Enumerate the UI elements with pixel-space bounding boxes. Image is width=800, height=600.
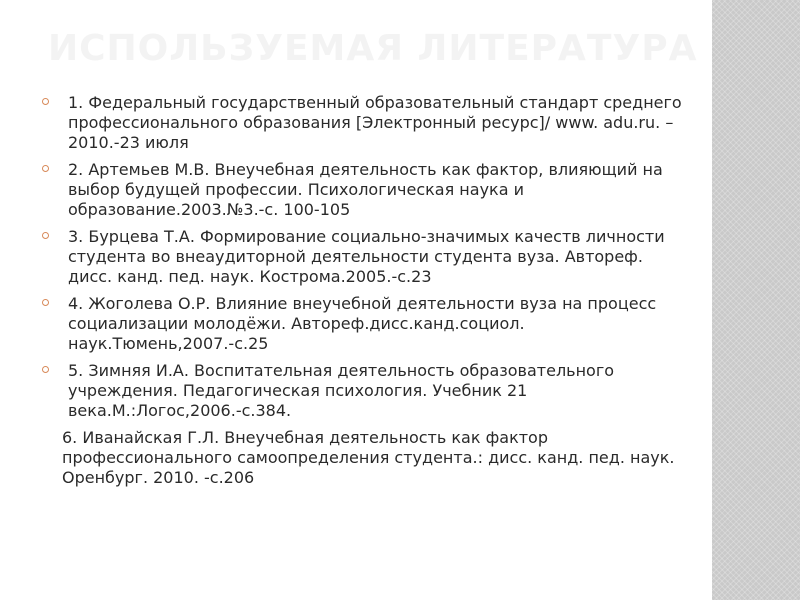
reference-text: 5. Зимняя И.А. Воспитательная деятельность образовательного учреждения. Педагогическая психология. Учебник 21 века.М.:Логос,2006.-с.384.: [68, 361, 615, 420]
bullet-circle-icon: [42, 232, 49, 239]
reference-item-4: [42, 294, 682, 354]
reference-item-3: [42, 227, 682, 287]
reference-item-6: [42, 428, 682, 488]
reference-text: 2. Артемьев М.В. Внеучебная деятельность как фактор, влияющий на выбор будущей профессии. Психологическая наука и образование.2003.№3.-с. 100-105: [68, 160, 663, 219]
reference-item-1: [42, 93, 682, 153]
reference-item-5: [42, 361, 682, 421]
decorative-side-band: [712, 0, 800, 600]
reference-item-2: [42, 160, 682, 220]
bullet-circle-icon: [42, 299, 49, 306]
reference-text: 4. Жоголева О.Р. Влияние внеучебной деятельности вуза на процесс социализации молодёжи. Автореф.дисс.канд.социол. наук.Тюмень,2007.-с.25: [68, 294, 657, 353]
slide-title: ИСПОЛЬЗУЕМАЯ ЛИТЕРАТУРА: [48, 28, 698, 69]
bullet-circle-icon: [42, 165, 49, 172]
reference-list: [42, 93, 682, 495]
bullet-circle-icon: [42, 98, 49, 105]
reference-text: 1. Федеральный государственный образовательный стандарт среднего профессионального образования [Электронный ресурс]/ www. adu.ru. – 2010.-23 июля: [68, 93, 682, 152]
reference-text: 3. Бурцева Т.А. Формирование социально-значимых качеств личности студента во внеаудиторной деятельности студента вуза. Автореф. дисс. канд. пед. наук. Кострома.2005.-с.23: [68, 227, 665, 286]
reference-text: 6. Иванайская Г.Л. Внеучебная деятельность как фактор профессионального самоопределения студента.: дисс. канд. пед. наук. Оренбург. 2010. -с.206: [62, 428, 675, 487]
bullet-circle-icon: [42, 366, 49, 373]
